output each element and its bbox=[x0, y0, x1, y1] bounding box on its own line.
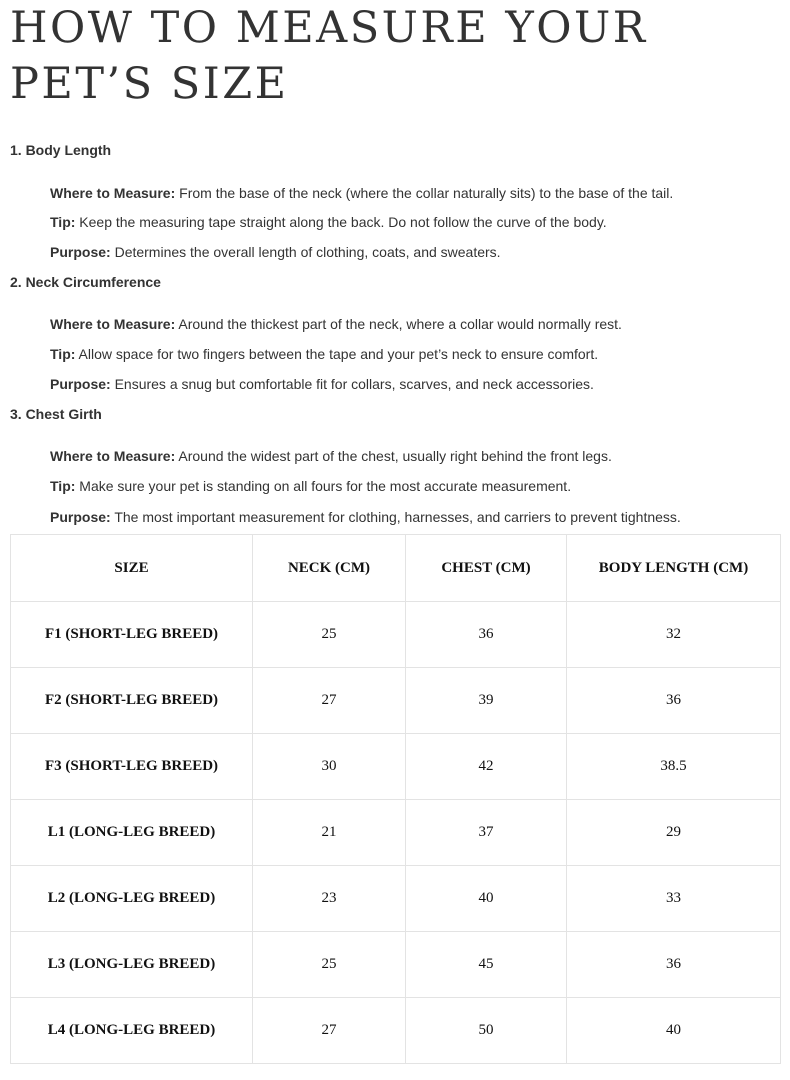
body-length-cell: 32 bbox=[567, 602, 781, 668]
where-label: Where to Measure: bbox=[50, 316, 176, 332]
chest-cell: 39 bbox=[406, 668, 567, 734]
where-text: Around the thickest part of the neck, where a collar would normally rest. bbox=[175, 316, 622, 332]
body-length-cell: 33 bbox=[567, 866, 781, 932]
neck-cell: 23 bbox=[253, 866, 406, 932]
neck-where bbox=[50, 315, 622, 333]
tip-text: Make sure your pet is standing on all fours for the most accurate measurement. bbox=[75, 478, 572, 494]
where-label: Where to Measure: bbox=[50, 448, 176, 464]
chest-cell: 40 bbox=[406, 866, 567, 932]
body-length-cell: 36 bbox=[567, 668, 781, 734]
table-row bbox=[11, 602, 781, 668]
body-length-cell: 38.5 bbox=[567, 734, 781, 800]
chest-cell: 36 bbox=[406, 602, 567, 668]
body-length-purpose bbox=[50, 243, 501, 261]
tip-label: Tip: bbox=[50, 346, 76, 362]
body-length-cell: 36 bbox=[567, 932, 781, 998]
table-row bbox=[11, 932, 781, 998]
chest-cell: 42 bbox=[406, 734, 567, 800]
header-chest: CHEST (CM) bbox=[406, 535, 567, 602]
page-title: HOW TO MEASURE YOUR PET’S SIZE bbox=[10, 3, 648, 109]
body-length-cell: 40 bbox=[567, 998, 781, 1064]
chest-cell: 50 bbox=[406, 998, 567, 1064]
size-cell: L1 (LONG-LEG BREED) bbox=[11, 800, 253, 866]
where-label: Where to Measure: bbox=[50, 185, 176, 201]
neck-cell: 25 bbox=[253, 932, 406, 998]
header-size: SIZE bbox=[11, 535, 253, 602]
chest-where bbox=[50, 447, 612, 465]
neck-cell: 21 bbox=[253, 800, 406, 866]
size-chart-table bbox=[10, 534, 781, 1064]
tip-label: Tip: bbox=[50, 478, 76, 494]
body-length-tip bbox=[50, 213, 607, 231]
purpose-text: Ensures a snug but comfortable fit for collars, scarves, and neck accessories. bbox=[110, 376, 594, 392]
chest-cell: 37 bbox=[406, 800, 567, 866]
section-heading-chest-girth: 3. Chest Girth bbox=[10, 406, 102, 422]
tip-text: Keep the measuring tape straight along the back. Do not follow the curve of the body. bbox=[75, 214, 607, 230]
neck-cell: 27 bbox=[253, 998, 406, 1064]
chest-tip bbox=[50, 477, 571, 495]
header-body-length: BODY LENGTH (CM) bbox=[567, 535, 781, 602]
body-length-where bbox=[50, 184, 673, 202]
table-row bbox=[11, 998, 781, 1064]
table-row bbox=[11, 800, 781, 866]
size-cell: L3 (LONG-LEG BREED) bbox=[11, 932, 253, 998]
section-heading-neck-circumference: 2. Neck Circumference bbox=[10, 274, 161, 290]
purpose-label: Purpose: bbox=[50, 376, 111, 392]
size-cell: F2 (SHORT-LEG BREED) bbox=[11, 668, 253, 734]
neck-cell: 27 bbox=[253, 668, 406, 734]
size-cell: F1 (SHORT-LEG BREED) bbox=[11, 602, 253, 668]
tip-label: Tip: bbox=[50, 214, 76, 230]
table-header-row bbox=[11, 535, 781, 602]
size-cell: L2 (LONG-LEG BREED) bbox=[11, 866, 253, 932]
where-text: From the base of the neck (where the collar naturally sits) to the base of the tail. bbox=[175, 185, 674, 201]
body-length-cell: 29 bbox=[567, 800, 781, 866]
where-text: Around the widest part of the chest, usually right behind the front legs. bbox=[175, 448, 612, 464]
header-neck: NECK (CM) bbox=[253, 535, 406, 602]
size-cell: L4 (LONG-LEG BREED) bbox=[11, 998, 253, 1064]
neck-purpose bbox=[50, 375, 594, 393]
tip-text: Allow space for two fingers between the tape and your pet’s neck to ensure comfort. bbox=[75, 346, 599, 362]
chest-purpose bbox=[50, 508, 681, 526]
purpose-text: The most important measurement for clothing, harnesses, and carriers to prevent tightness. bbox=[110, 509, 681, 525]
table-row bbox=[11, 866, 781, 932]
chest-cell: 45 bbox=[406, 932, 567, 998]
purpose-text: Determines the overall length of clothing, coats, and sweaters. bbox=[110, 244, 501, 260]
purpose-label: Purpose: bbox=[50, 244, 111, 260]
section-heading-body-length: 1. Body Length bbox=[10, 142, 112, 158]
neck-cell: 25 bbox=[253, 602, 406, 668]
table-row bbox=[11, 734, 781, 800]
size-cell: F3 (SHORT-LEG BREED) bbox=[11, 734, 253, 800]
purpose-label: Purpose: bbox=[50, 509, 111, 525]
neck-tip bbox=[50, 345, 598, 363]
table-row bbox=[11, 668, 781, 734]
neck-cell: 30 bbox=[253, 734, 406, 800]
